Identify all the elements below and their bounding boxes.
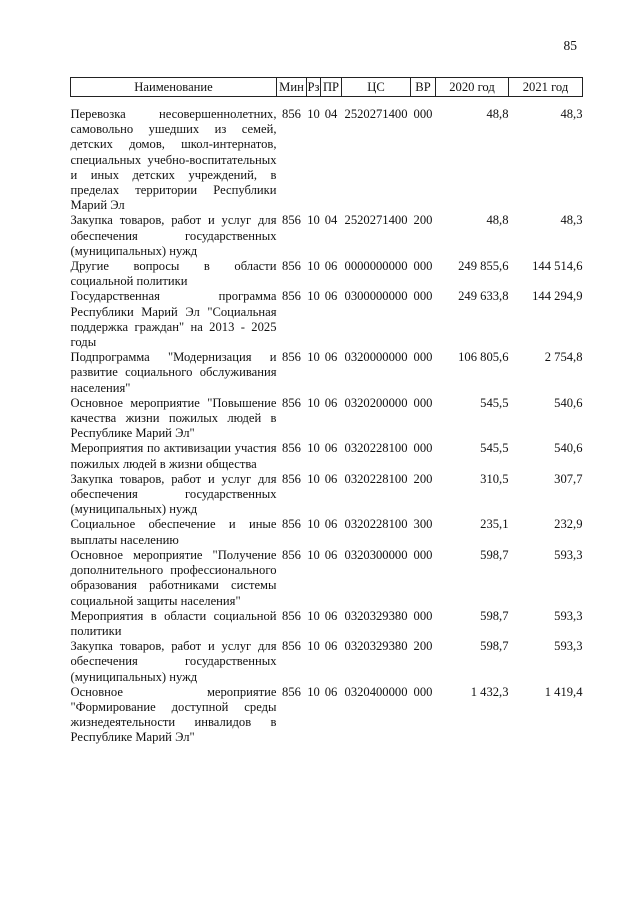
row-amount-2020: 1 432,3 — [470, 684, 509, 699]
table-row — [71, 472, 583, 518]
table-row — [71, 548, 583, 609]
row-pr: 04 — [324, 213, 338, 228]
row-vr: 300 — [413, 517, 433, 532]
row-vr: 000 — [413, 289, 433, 304]
row-amount-2021: 1 419,4 — [544, 684, 583, 699]
row-min: 856 — [282, 289, 301, 304]
row-name: Государственная программа Республики Марий Эл "Социальная поддержка граждан" на 2013 - 2025 годы — [70, 289, 277, 350]
row-amount-2021: 593,3 — [554, 547, 583, 562]
row-amount-2020: 48,8 — [486, 213, 509, 228]
row-rz: 10 — [307, 608, 320, 623]
row-name: Мероприятия по активизации участия пожилых людей в жизни общества — [70, 441, 277, 471]
row-name: Другие вопросы в области социальной политики — [70, 259, 277, 289]
row-vr: 000 — [413, 259, 433, 274]
row-vr: 000 — [413, 107, 433, 121]
row-amount-2020: 235,1 — [480, 517, 509, 532]
row-name: Закупка товаров, работ и услуг для обеспечения государственных (муниципальных) нужд — [70, 471, 277, 517]
row-amount-2020: 545,5 — [480, 395, 509, 410]
row-cs: 0320329380 — [344, 608, 408, 623]
row-name: Основное мероприятие "Формирование доступной среды жизнедеятельности инвалидов в Республике Марий Эл" — [70, 684, 277, 745]
row-amount-2020: 545,5 — [480, 441, 509, 456]
table-row — [71, 685, 583, 746]
table-row — [71, 517, 583, 547]
row-name: Основное мероприятие "Повышение качества жизни пожилых людей в Республике Марий Эл" — [70, 395, 277, 441]
row-name: Перевозка несовершеннолетних, самовольно ушедших из семей, детских домов, школ-интернатов, специальных учебно-воспитательных и иных детских учреждений, в пределах территории Республики Марий Эл — [70, 107, 277, 213]
row-amount-2021: 307,7 — [554, 471, 583, 486]
row-min: 856 — [282, 684, 301, 699]
row-amount-2020: 106 805,6 — [458, 350, 509, 365]
col-header-2020: 2020 год — [436, 78, 509, 97]
row-min: 856 — [282, 213, 301, 228]
row-min: 856 — [282, 471, 301, 486]
table-header-row — [71, 78, 583, 97]
row-pr: 06 — [324, 547, 338, 562]
row-amount-2021: 144 294,9 — [532, 289, 583, 304]
row-cs: 0320300000 — [344, 547, 408, 562]
row-rz: 10 — [307, 395, 320, 410]
col-header-vr: ВР — [411, 78, 436, 97]
table-row — [71, 107, 583, 213]
row-cs: 0320228100 — [344, 517, 408, 532]
row-amount-2020: 48,8 — [486, 107, 509, 121]
row-min: 856 — [282, 639, 301, 654]
row-vr: 200 — [413, 471, 433, 486]
row-rz: 10 — [307, 684, 320, 699]
row-cs: 0320329380 — [344, 639, 408, 654]
row-vr: 200 — [413, 213, 433, 228]
row-cs: 0320228100 — [344, 471, 408, 486]
col-header-min: Мин — [277, 78, 307, 97]
row-pr: 06 — [324, 639, 338, 654]
table-row — [71, 609, 583, 639]
row-amount-2020: 249 855,6 — [458, 259, 509, 274]
row-amount-2021: 48,3 — [560, 213, 583, 228]
row-amount-2021: 232,9 — [554, 517, 583, 532]
row-amount-2021: 48,3 — [560, 107, 583, 121]
row-amount-2020: 310,5 — [480, 471, 509, 486]
row-rz: 10 — [307, 213, 320, 228]
row-name: Социальное обеспечение и иные выплаты населению — [70, 517, 277, 547]
row-cs: 0300000000 — [344, 289, 408, 304]
row-min: 856 — [282, 608, 301, 623]
row-pr: 06 — [324, 471, 338, 486]
row-name: Мероприятия в области социальной политики — [70, 608, 277, 638]
row-min: 856 — [282, 395, 301, 410]
row-cs: 0320228100 — [344, 441, 408, 456]
row-rz: 10 — [307, 259, 320, 274]
row-cs: 0000000000 — [344, 259, 408, 274]
table-row — [71, 289, 583, 350]
row-amount-2020: 249 633,8 — [458, 289, 509, 304]
row-pr: 06 — [324, 259, 338, 274]
row-pr: 06 — [324, 289, 338, 304]
row-amount-2020: 598,7 — [480, 608, 509, 623]
row-min: 856 — [282, 350, 301, 365]
row-amount-2020: 598,7 — [480, 547, 509, 562]
row-pr: 06 — [324, 517, 338, 532]
row-name: Закупка товаров, работ и услуг для обеспечения государственных (муниципальных) нужд — [70, 639, 277, 684]
table-row — [71, 441, 583, 471]
row-min: 856 — [282, 441, 301, 456]
table-row — [71, 396, 583, 442]
row-rz: 10 — [307, 471, 320, 486]
row-rz: 10 — [307, 289, 320, 304]
row-amount-2021: 144 514,6 — [532, 259, 583, 274]
row-min: 856 — [282, 547, 301, 562]
row-pr: 06 — [324, 395, 338, 410]
row-vr: 000 — [413, 441, 433, 456]
col-header-rz: Рз — [307, 78, 321, 97]
row-rz: 10 — [307, 441, 320, 456]
col-header-pr: ПР — [321, 78, 342, 97]
row-cs: 0320200000 — [344, 395, 408, 410]
col-header-name: Наименование — [71, 78, 277, 97]
row-min: 856 — [282, 517, 301, 532]
row-rz: 10 — [307, 547, 320, 562]
row-pr: 06 — [324, 608, 338, 623]
row-pr: 06 — [324, 684, 338, 699]
row-cs: 0320000000 — [344, 350, 408, 365]
col-header-2021: 2021 год — [509, 78, 583, 97]
row-vr: 000 — [413, 684, 433, 699]
row-vr: 200 — [413, 639, 433, 654]
row-amount-2021: 540,6 — [554, 395, 583, 410]
row-amount-2021: 593,3 — [554, 608, 583, 623]
row-amount-2020: 598,7 — [480, 639, 509, 654]
table-row — [71, 350, 583, 396]
budget-table — [70, 77, 583, 746]
table-row — [71, 213, 583, 259]
page-number: 85 — [563, 38, 577, 53]
row-name: Подпрограмма "Модернизация и развитие социального обслуживания населения" — [70, 350, 277, 395]
row-amount-2021: 540,6 — [554, 441, 583, 456]
row-min: 856 — [282, 259, 301, 274]
row-name: Закупка товаров, работ и услуг для обеспечения государственных (муниципальных) нужд — [70, 213, 277, 258]
row-cs: 2520271400 — [344, 213, 408, 228]
row-rz: 10 — [307, 107, 320, 121]
table-row — [71, 259, 583, 289]
row-vr: 000 — [413, 547, 433, 562]
row-rz: 10 — [307, 639, 320, 654]
row-vr: 000 — [413, 350, 433, 365]
table-row — [71, 639, 583, 685]
row-vr: 000 — [413, 395, 433, 410]
row-amount-2021: 593,3 — [554, 639, 583, 654]
row-rz: 10 — [307, 517, 320, 532]
col-header-cs: ЦС — [342, 78, 411, 97]
row-name: Основное мероприятие "Получение дополнительного профессионального образования работниками системы социальной защиты населения" — [70, 547, 277, 608]
row-pr: 06 — [324, 441, 338, 456]
row-cs: 2520271400 — [344, 107, 408, 121]
row-pr: 06 — [324, 350, 338, 365]
row-amount-2021: 2 754,8 — [544, 350, 583, 365]
row-cs: 0320400000 — [344, 684, 408, 699]
row-min: 856 — [282, 107, 301, 121]
row-rz: 10 — [307, 350, 320, 365]
row-pr: 04 — [324, 107, 338, 121]
row-vr: 000 — [413, 608, 433, 623]
